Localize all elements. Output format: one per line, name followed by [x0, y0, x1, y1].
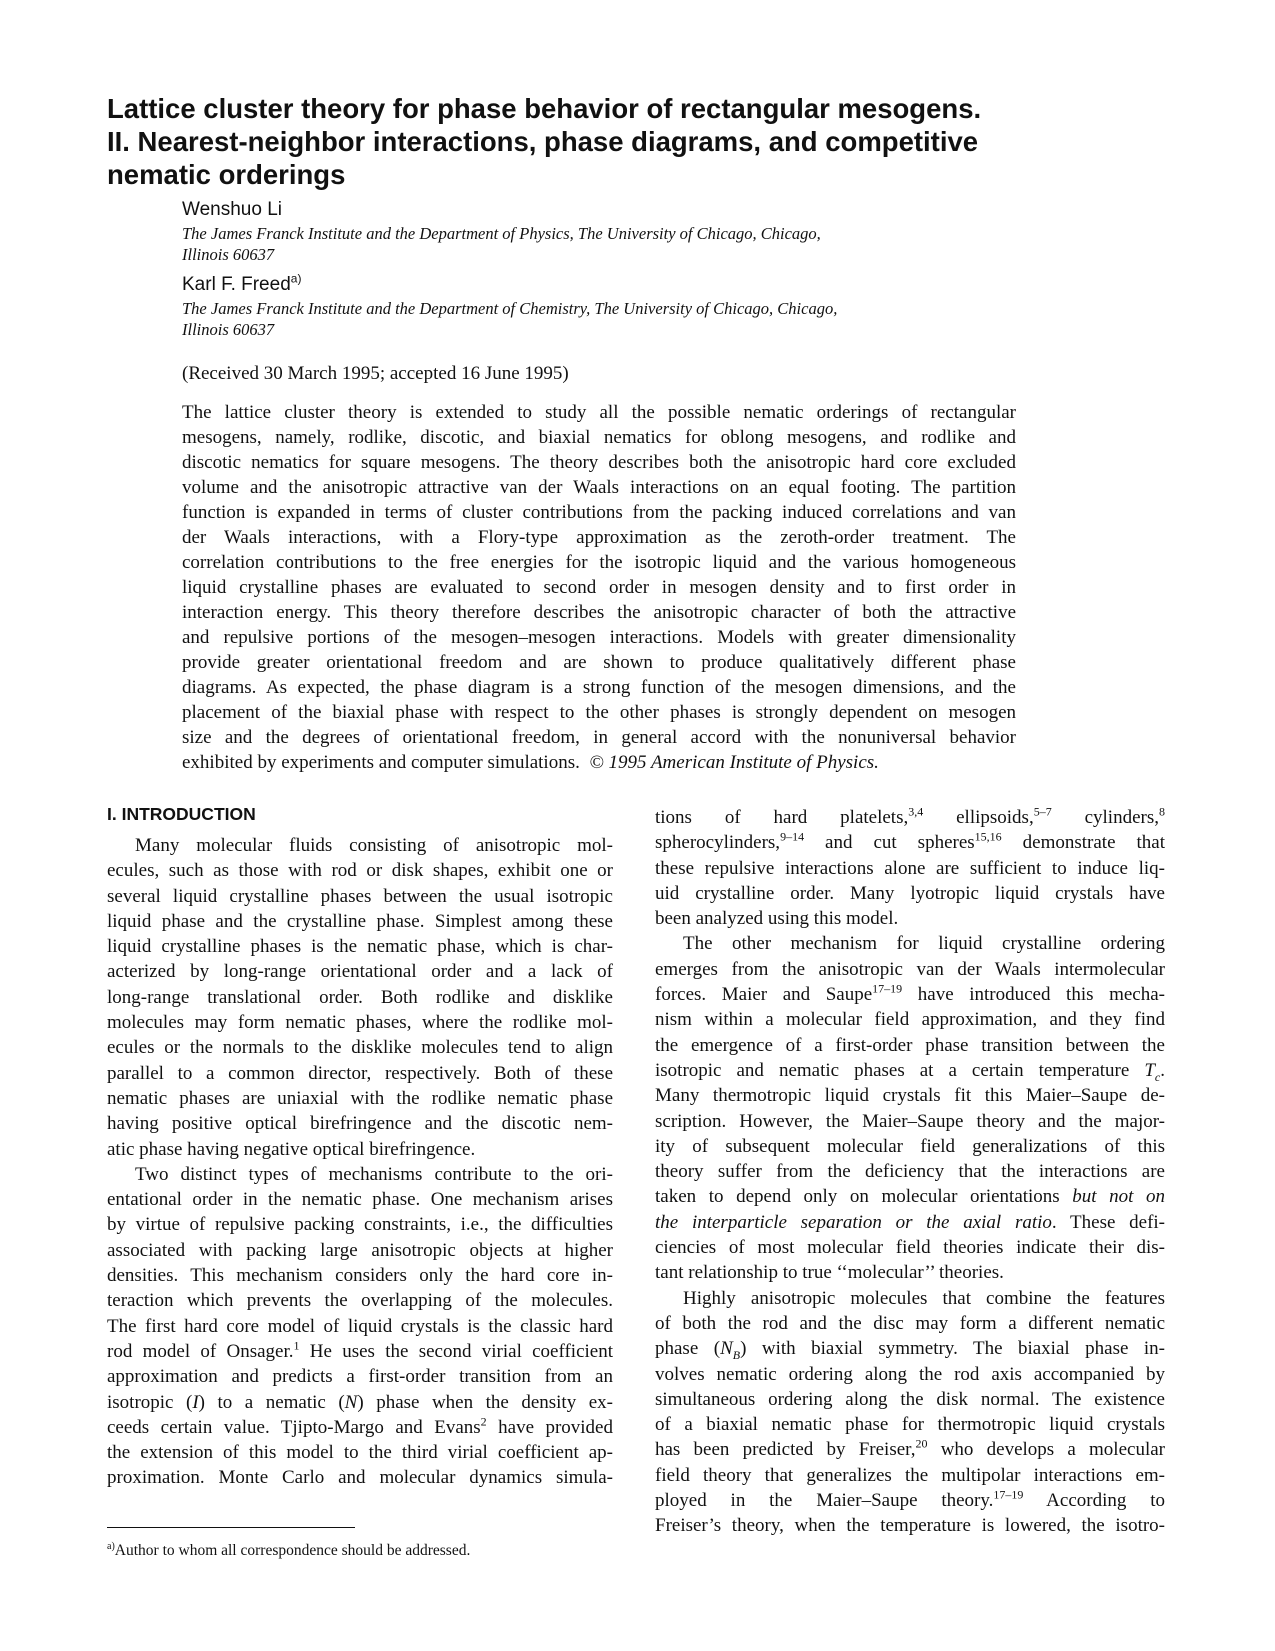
body-text: who develops a molecular [927, 1439, 1165, 1461]
body-text: isotropic and nematic phases at a certain temperature [655, 1059, 1145, 1081]
citation-ref: 9–14 [780, 829, 805, 844]
body-line: parallel to a common director, respectively. Both of these [107, 1062, 613, 1084]
abstract-line: interaction energy. This theory therefore describes the anisotropic character of both the attractive [182, 602, 1016, 623]
math-subscript: c [1154, 1069, 1161, 1084]
abstract-line: and repulsive portions of the mesogen–mesogen interactions. Models with greater dimensionality [182, 627, 1016, 648]
body-line [655, 1058, 1165, 1083]
body-line: having positive optical birefringence and the discotic nem- [107, 1113, 613, 1135]
abstract-line: The lattice cluster theory is extended to study all the possible nematic orderings of rectangular [182, 402, 1016, 423]
body-line: entational order in the nematic phase. One mechanism arises [107, 1189, 613, 1211]
affiliation-line: Illinois 60637 [182, 320, 275, 339]
body-line: these repulsive interactions alone are sufficient to induce liq- [655, 857, 1165, 879]
footnote-mark: a) [290, 271, 302, 286]
citation-ref: 20 [915, 1437, 928, 1452]
paper-title [107, 92, 1107, 191]
received-dates: (Received 30 March 1995; accepted 16 June 1995) [182, 363, 569, 384]
body-line: ciencies of most molecular field theories indicate their dis- [655, 1237, 1165, 1259]
section-heading: I. INTRODUCTION [107, 804, 256, 824]
body-line [655, 830, 1165, 855]
abstract-line: correlation contributions to the free energies for the isotropic liquid and the various homogeneous [182, 552, 1016, 573]
body-line: emerges from the anisotropic van der Waals intermolecular [655, 958, 1165, 980]
abstract-line: mesogens, namely, rodlike, discotic, and biaxial nematics for oblong mesogens, and rodlike and [182, 427, 1016, 448]
title-line: II. Nearest-neighbor interactions, phase diagrams, and competitive [107, 126, 979, 157]
abstract-line: liquid crystalline phases are evaluated to second order in mesogen density and to first order in [182, 577, 1016, 598]
emphasis-text: the interparticle separation or the axial ratio [655, 1211, 1052, 1233]
author-affiliation [182, 223, 942, 265]
citation-ref: 5–7 [1033, 804, 1052, 819]
math-symbol: I [192, 1391, 199, 1413]
math-symbol: T [1144, 1059, 1155, 1081]
copyright-notice: © 1995 American Institute of Physics. [589, 752, 879, 773]
abstract-line: der Waals interactions, with a Flory-type approximation as the zeroth-order treatment. The [182, 527, 1016, 548]
body-text: ) to a nematic ( [198, 1391, 345, 1413]
author-name-text: Karl F. Freed [182, 274, 291, 295]
body-line: the emergence of a first-order phase transition between the [655, 1034, 1165, 1056]
body-text: forces. Maier and Saupe [655, 984, 873, 1006]
body-line: ecules, such as those with rod or disk shapes, exhibit one or [107, 860, 613, 882]
abstract [182, 400, 1016, 775]
body-line: nematic phases are uniaxial with the rodlike nematic phase [107, 1087, 613, 1109]
body-text: taken to depend only on molecular orientations [655, 1186, 1073, 1208]
body-line: ecules or the normals to the disklike molecules tend to align [107, 1037, 613, 1059]
citation-ref: 1 [293, 1338, 300, 1353]
body-line: liquid phase and the crystalline phase. Simplest among these [107, 910, 613, 932]
body-text: ) with biaxial symmetry. The biaxial phase in- [740, 1338, 1165, 1360]
body-line [655, 1437, 1165, 1462]
body-text: rod model of Onsager. [107, 1340, 294, 1362]
body-text: and cut spheres [804, 832, 975, 854]
body-text: ellipsoids, [923, 807, 1034, 828]
citation-ref: 8 [1158, 804, 1165, 819]
body-line: Highly anisotropic molecules that combine the features [683, 1287, 1165, 1309]
body-line: of a biaxial nematic phase for thermotropic liquid crystals [655, 1414, 1165, 1436]
body-line: liquid crystalline phases is the nematic phase, which is char- [107, 936, 613, 958]
body-line: teraction which prevents the overlapping of the molecules. [107, 1290, 613, 1312]
body-line [655, 1210, 1165, 1235]
footnote [107, 1542, 470, 1560]
body-text: tions of hard platelets, [655, 807, 909, 828]
body-text: have provided [486, 1416, 613, 1438]
body-line: of both the rod and the disc may form a different nematic [655, 1312, 1165, 1334]
body-line: ity of subsequent molecular field generalizations of this [655, 1135, 1165, 1157]
abstract-line: diagrams. As expected, the phase diagram is a strong function of the mesogen dimensions, and the [182, 677, 1016, 698]
math-subscript: B [732, 1348, 741, 1363]
body-line [107, 1390, 613, 1415]
body-line: uid crystalline order. Many lyotropic liquid crystals have [655, 882, 1165, 904]
citation-ref: 15,16 [974, 829, 1002, 844]
author-name-text: Wenshuo Li [182, 199, 282, 220]
author-affiliation [182, 298, 942, 340]
body-line: atic phase having negative optical birefringence. [107, 1138, 476, 1160]
body-line [107, 1415, 613, 1440]
footnote-mark: a) [107, 1540, 115, 1552]
body-line: approximation and predicts a first-order transition from an [107, 1366, 613, 1388]
citation-ref: 17–19 [872, 981, 903, 996]
abstract-line: function is expanded in terms of cluster contributions from the packing induced correlations and van [182, 502, 1016, 523]
body-text: . These defi- [1051, 1211, 1166, 1233]
body-line: The other mechanism for liquid crystalline ordering [683, 933, 1165, 955]
body-line: the extension of this model to the third virial coefficient ap- [107, 1442, 613, 1464]
body-line: scription. However, the Maier–Saupe theory and the major- [655, 1110, 1165, 1132]
body-line: several liquid crystalline phases between the usual isotropic [107, 885, 613, 907]
body-line: molecules may form nematic phases, where the rodlike mol- [107, 1012, 613, 1034]
body-line [107, 1339, 613, 1364]
body-text: have introduced this mecha- [902, 984, 1165, 1006]
body-line: acterized by long-range orientational order and a lack of [107, 961, 613, 983]
footnote-text: Author to whom all correspondence should be addressed. [114, 1542, 471, 1559]
body-line [655, 982, 1165, 1007]
body-line: long-range translational order. Both rodlike and disklike [107, 986, 613, 1008]
body-line: Two distinct types of mechanisms contribute to the ori- [135, 1163, 613, 1185]
abstract-line [182, 750, 1016, 775]
body-text: He uses the second virial coefficient [299, 1340, 614, 1362]
body-line [655, 1184, 1165, 1209]
title-line: nematic orderings [107, 159, 346, 190]
body-text: demonstrate that [1001, 832, 1165, 854]
left-column [107, 803, 613, 1491]
body-text: cylinders, [1051, 807, 1159, 828]
body-text: has been predicted by Freiser, [655, 1439, 916, 1461]
emphasis-text: but not on [1072, 1186, 1165, 1208]
body-text: spherocylinders, [655, 832, 781, 854]
body-text: ceeds certain value. Tjipto-Margo and Evans [107, 1416, 481, 1438]
body-text: phase ( [655, 1338, 721, 1360]
body-line: nism within a molecular field approximation, and they find [655, 1009, 1165, 1031]
math-symbol: N [344, 1391, 358, 1413]
affiliation-line: Illinois 60637 [182, 245, 275, 264]
author-name [182, 199, 282, 221]
abstract-line: volume and the anisotropic attractive van der Waals interactions on an equal footing. The partition [182, 477, 1016, 498]
citation-ref: 3,4 [908, 804, 924, 819]
math-symbol: N [720, 1338, 733, 1360]
citation-ref: 17–19 [993, 1487, 1024, 1502]
body-line: been analyzed using this model. [655, 908, 899, 930]
affiliation-line: The James Franck Institute and the Department of Chemistry, The University of Chicago, Chicago, [182, 299, 838, 318]
body-text: . [1160, 1059, 1165, 1081]
body-line: Many thermotropic liquid crystals fit this Maier–Saupe de- [655, 1085, 1165, 1107]
body-line: densities. This mechanism considers only the hard core in- [107, 1265, 613, 1287]
body-line: proximation. Monte Carlo and molecular dynamics simula- [107, 1467, 613, 1489]
footnote-divider [107, 1527, 355, 1528]
body-line: associated with packing large anisotropic objects at higher [107, 1239, 613, 1261]
body-line: Freiser’s theory, when the temperature is lowered, the isotro- [655, 1515, 1165, 1537]
body-line: simultaneous ordering along the disk normal. The existence [655, 1388, 1165, 1410]
body-line: The first hard core model of liquid crystals is the classic hard [107, 1315, 613, 1337]
body-line: Many molecular fluids consisting of anisotropic mol- [135, 835, 613, 856]
abstract-text: exhibited by experiments and computer simulations. [182, 752, 580, 773]
body-line: by virtue of repulsive packing constraints, i.e., the difficulties [107, 1214, 613, 1236]
body-line [655, 1488, 1165, 1513]
body-text: According to [1023, 1490, 1165, 1512]
body-text: ployed in the Maier–Saupe theory. [655, 1490, 994, 1512]
abstract-line: discotic nematics for square mesogens. The theory describes both the anisotropic hard core excluded [182, 452, 1016, 473]
body-text: isotropic ( [107, 1391, 193, 1413]
body-line: tant relationship to true ‘‘molecular’’ theories. [655, 1262, 1004, 1284]
body-line [655, 805, 1165, 830]
body-line: volves nematic ordering along the rod axis accompanied by [655, 1363, 1165, 1385]
body-text: ) phase when the density ex- [357, 1391, 613, 1413]
affiliation-line: The James Franck Institute and the Department of Physics, The University of Chicago, Chicago, [182, 224, 821, 243]
abstract-line: provide greater orientational freedom and are shown to produce qualitatively different phase [182, 652, 1016, 673]
body-line: theory suffer from the deficiency that the interactions are [655, 1161, 1165, 1183]
abstract-line: placement of the biaxial phase with respect to the other phases is strongly dependent on mesogen [182, 702, 1016, 723]
right-column [655, 805, 1165, 1539]
author-name [182, 271, 302, 296]
body-line [655, 1336, 1165, 1361]
body-line: field theory that generalizes the multipolar interactions em- [655, 1464, 1165, 1486]
citation-ref: 2 [480, 1414, 487, 1429]
abstract-line: size and the degrees of orientational freedom, in general accord with the nonuniversal behavior [182, 727, 1016, 748]
title-line: Lattice cluster theory for phase behavior of rectangular mesogens. [107, 93, 982, 124]
